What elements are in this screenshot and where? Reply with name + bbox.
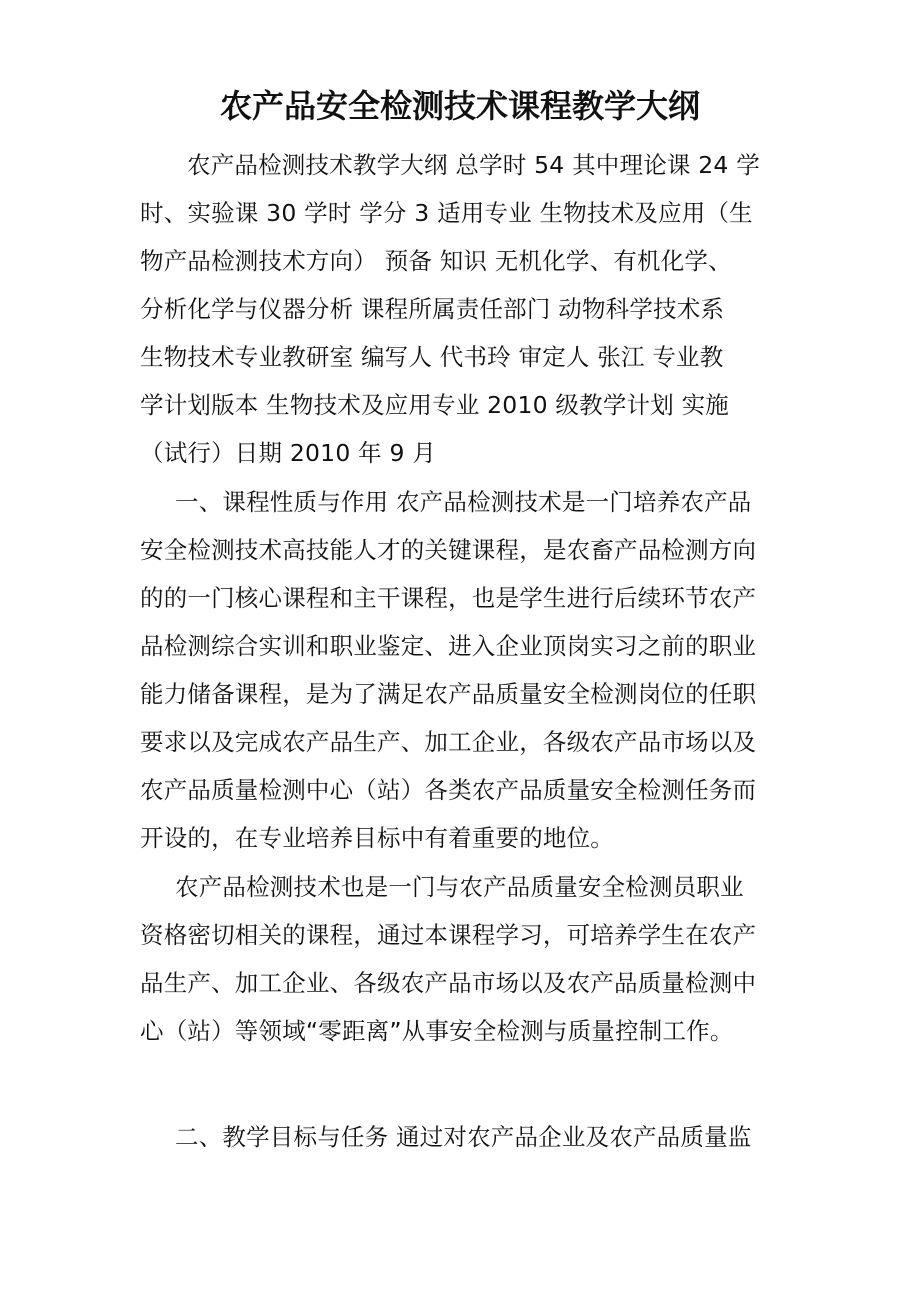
paragraph2-line-3: 品生产、加工企业、各级农产品市场以及农产品质量检测中 [140,969,757,997]
paragraph2-line-2: 资格密切相关的课程，通过本课程学习，可培养学生在农产 [140,921,757,949]
paragraph2-line-4: 心（站）等领域“零距离”从事安全检测与质量控制工作。 [140,1017,734,1045]
section1-line-3: 的的一门核心课程和主干课程，也是学生进行后续环节农产 [140,584,757,612]
header-line-1: 农产品检测技术教学大纲 总学时 54 其中理论课 24 学 [187,151,760,179]
section2-line-1: 二、教学目标与任务 通过对农产品企业及农产品质量监 [175,1123,752,1151]
section1-line-2: 安全检测技术高技能人才的关键课程，是农畜产品检测方向 [140,536,757,564]
section1-line-4: 品检测综合实训和职业鉴定、进入企业顶岗实习之前的职业 [140,632,757,660]
section1-line-1: 一、课程性质与作用 农产品检测技术是一门培养农产品 [175,488,752,516]
section1-line-5: 能力储备课程，是为了满足农产品质量安全检测岗位的任职 [140,680,757,708]
section1-line-6: 要求以及完成农产品生产、加工企业，各级农产品市场以及 [140,728,757,756]
header-line-2: 时、实验课 30 学时 学分 3 适用专业 生物技术及应用（生 [140,199,753,227]
document-title: 农产品安全检测技术课程教学大纲 [219,87,700,125]
header-line-4: 分析化学与仪器分析 课程所属责任部门 动物科学技术系 [140,295,725,323]
header-line-7: （试行）日期 2010 年 9 月 [140,439,437,467]
header-line-6: 学计划版本 生物技术及应用专业 2010 级教学计划 实施 [140,391,729,419]
header-line-5: 生物技术专业教研室 编写人 代书玲 审定人 张江 专业教 [140,343,724,371]
paragraph2-line-1: 农产品检测技术也是一门与农产品质量安全检测员职业 [175,873,744,901]
section1-line-7: 农产品质量检测中心（站）各类农产品质量安全检测任务而 [140,776,757,804]
header-line-3: 物产品检测技术方向） 预备 知识 无机化学、有机化学、 [140,247,732,275]
section1-line-8: 开设的，在专业培养目标中有着重要的地位。 [140,824,614,852]
